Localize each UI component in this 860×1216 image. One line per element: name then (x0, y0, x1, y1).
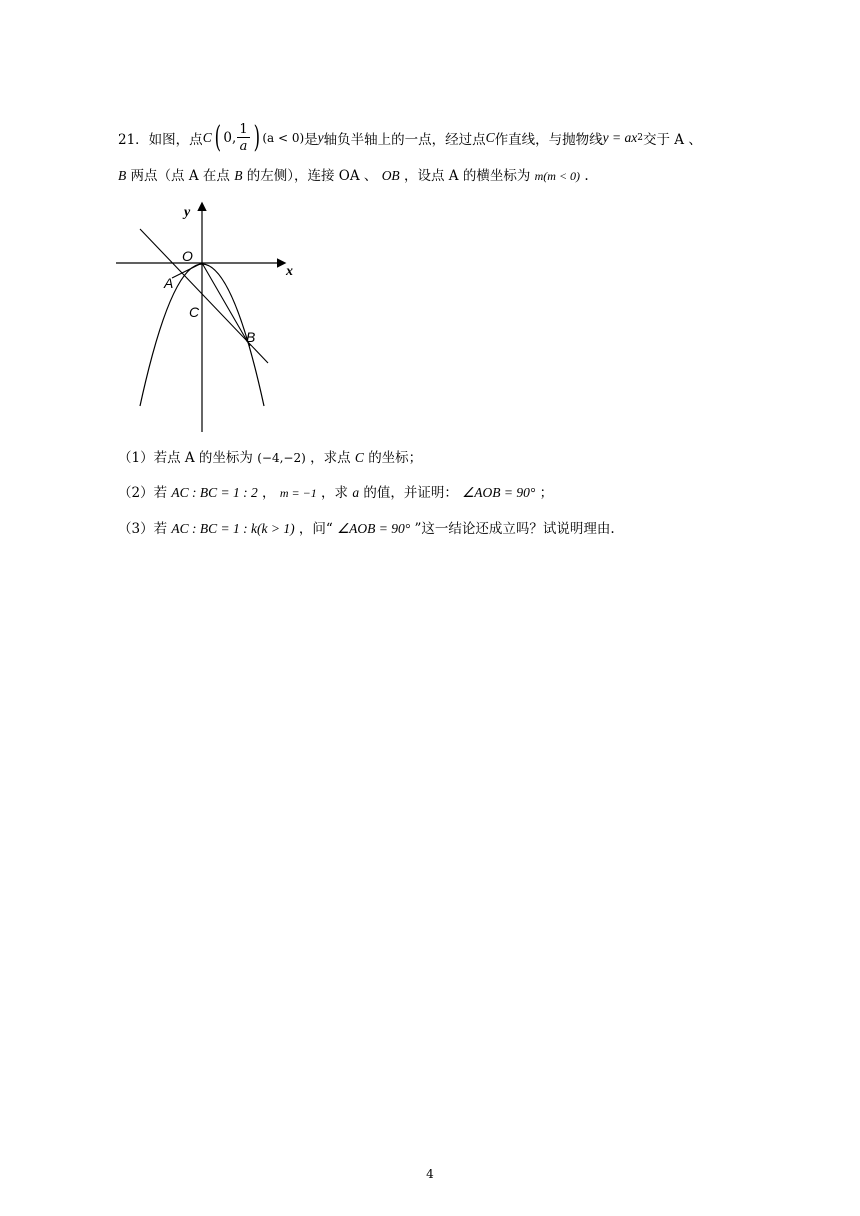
label-y: y (184, 205, 191, 220)
problem-statement-line-1: 21．如图，点 C ( 0, $\frac{1}{a}$ ) (a < 0) 是 y 轴负半轴上的一点，经过点 C 作直线，与抛物线 y = ax 2 交于 A 、 (118, 120, 702, 155)
label-o: O (182, 248, 193, 264)
fraction-one-over-a: $\frac{1}{a}$ (239, 122, 248, 154)
segment-oa (172, 263, 202, 278)
label-c: C (189, 304, 200, 320)
subquestion-2: （2）若 AC : BC = 1 : 2 ， m = −1 ，求 a 的值，并证明： ∠AOB = 90° ； (118, 485, 554, 501)
subquestion-3: （3）若 AC : BC = 1 : k(k > 1) ，问“ ∠AOB = 90° ”这一结论还成立吗？试说明理由. (118, 521, 615, 537)
page-number: 4 (426, 1167, 434, 1181)
label-x: x (286, 264, 293, 279)
parabola-figure (112, 200, 312, 435)
problem-statement-line-2: B 两点（点 A 在点 B 的左侧），连接 OA 、 OB ，设点 A 的横坐标为 m(m < 0) . (118, 168, 589, 184)
subquestion-1: （1）若点 A 的坐标为 (−4,−2) ，求点 C 的坐标； (118, 450, 423, 466)
segment-ob (202, 263, 250, 346)
label-b: B (246, 329, 256, 345)
label-a: A (164, 275, 174, 291)
